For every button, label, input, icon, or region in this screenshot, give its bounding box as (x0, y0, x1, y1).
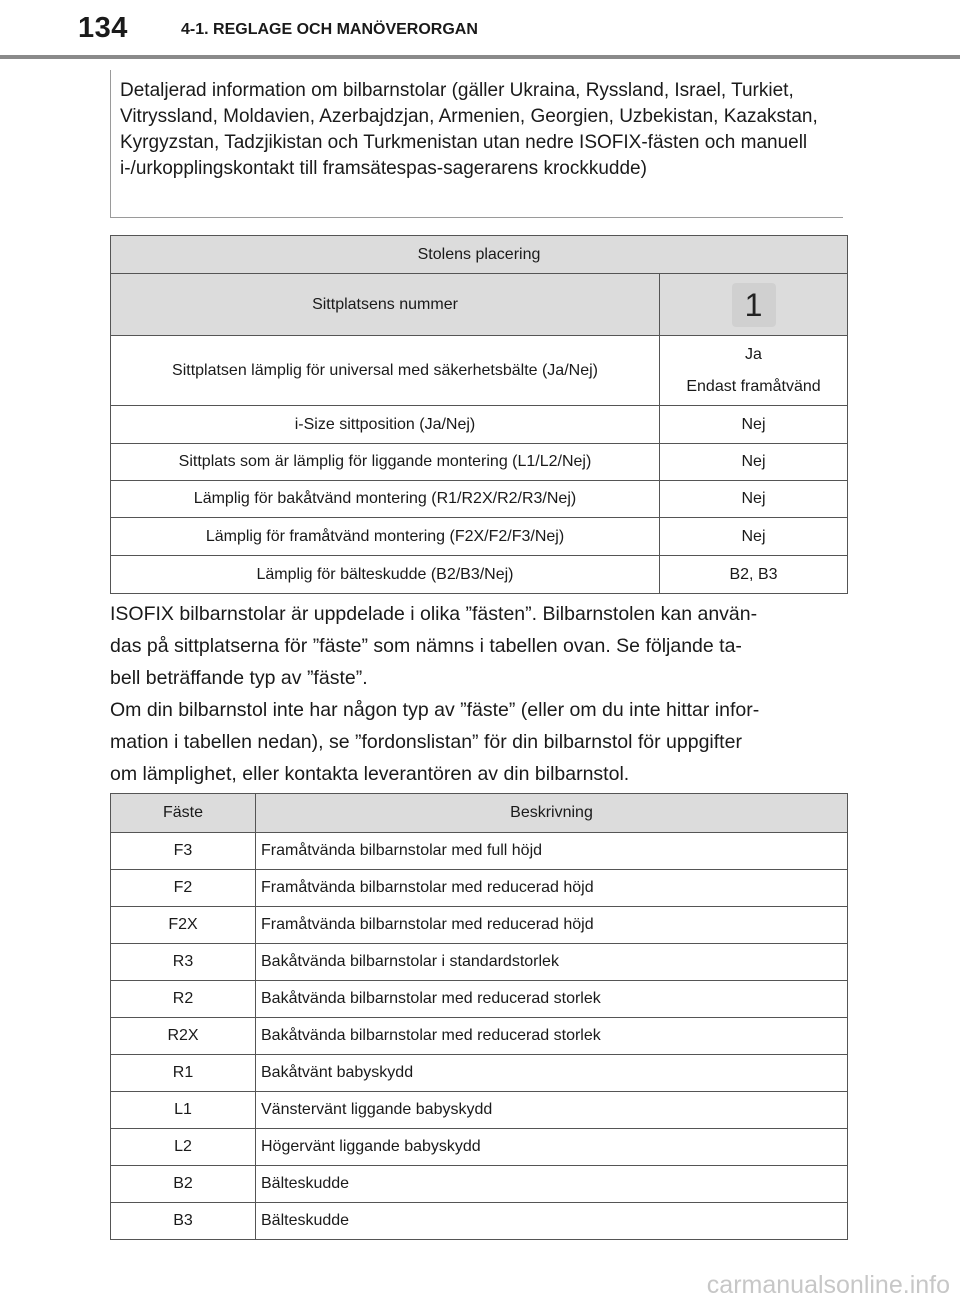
section-title: 4-1. REGLAGE OCH MANÖVERORGAN (181, 21, 478, 38)
seat-number-cell (660, 274, 848, 336)
anchorage-description: Bälteskudde (256, 1166, 848, 1203)
row-value: Nej (660, 518, 848, 556)
table-row (111, 336, 848, 406)
table-header-row (111, 794, 848, 833)
row-value: B2, B3 (660, 556, 848, 594)
seat-suitability-table (110, 235, 848, 594)
table-row (111, 981, 848, 1018)
page-number: 134 (78, 12, 128, 44)
row-value: Nej (660, 444, 848, 481)
text-line: das på sittplatserna för ”fäste” som nämns i tabellen ovan. Se följande ta- (110, 635, 742, 657)
info-box (110, 70, 843, 218)
text-line: ISOFIX bilbarnstolar är uppdelade i olika ”fästen”. Bilbarnstolen kan använ- (110, 603, 758, 625)
table-row (111, 1203, 848, 1240)
universal-value-yes: Ja (745, 345, 762, 363)
table-row (111, 1129, 848, 1166)
table-row (111, 1092, 848, 1129)
anchorage-code: R2 (111, 981, 256, 1018)
table-row (111, 833, 848, 870)
table-row (111, 1055, 848, 1092)
table-row (111, 236, 848, 274)
anchorage-description: Bakåtvända bilbarnstolar med reducerad storlek (256, 981, 848, 1018)
paragraph (110, 598, 850, 694)
anchorage-description: Framåtvända bilbarnstolar med reducerad höjd (256, 870, 848, 907)
table-row (111, 1166, 848, 1203)
anchorage-description: Bakåtvända bilbarnstolar med reducerad storlek (256, 1018, 848, 1055)
header-divider (0, 55, 960, 59)
row-label: Lämplig för bakåtvänd montering (R1/R2X/R2/R3/Nej) (111, 481, 660, 518)
text-line: Om din bilbarnstol inte har någon typ av ”fäste” (eller om du inte hittar infor- (110, 699, 760, 721)
paragraph (110, 694, 850, 790)
anchorage-code: B3 (111, 1203, 256, 1240)
page-header (0, 0, 960, 60)
table-row (111, 556, 848, 594)
table-title: Stolens placering (111, 236, 848, 274)
row-label: Sittplatsen lämplig för universal med säkerhetsbälte (Ja/Nej) (111, 336, 660, 406)
anchorage-code: R1 (111, 1055, 256, 1092)
table-row (111, 274, 848, 336)
table-row (111, 944, 848, 981)
column-header-anchorage: Fäste (111, 794, 256, 833)
text-line: mation i tabellen nedan), se ”fordonslistan” för din bilbarnstol för uppgifter (110, 731, 742, 753)
seat-number-badge: 1 (732, 283, 776, 327)
table-row (111, 481, 848, 518)
watermark: carmanualsonline.info (706, 1271, 950, 1299)
body-text (110, 598, 850, 790)
anchorage-description: Bälteskudde (256, 1203, 848, 1240)
anchorage-code: L1 (111, 1092, 256, 1129)
anchorage-code: F3 (111, 833, 256, 870)
anchorage-code: R3 (111, 944, 256, 981)
row-value: Nej (660, 406, 848, 444)
table-row (111, 518, 848, 556)
anchorage-description: Framåtvända bilbarnstolar med reducerad höjd (256, 907, 848, 944)
anchorage-table (110, 793, 848, 1240)
table-row (111, 1018, 848, 1055)
table-row (111, 907, 848, 944)
table-row (111, 870, 848, 907)
anchorage-description: Högervänt liggande babyskydd (256, 1129, 848, 1166)
column-header-description: Beskrivning (256, 794, 848, 833)
row-value: Nej (660, 481, 848, 518)
anchorage-code: F2 (111, 870, 256, 907)
anchorage-description: Bakåtvänt babyskydd (256, 1055, 848, 1092)
row-value (660, 336, 848, 406)
table-row (111, 444, 848, 481)
text-line: bell beträffande typ av ”fäste”. (110, 667, 368, 689)
text-line: om lämplighet, eller kontakta leverantören av din bilbarnstol. (110, 763, 630, 785)
universal-value-note: Endast framåtvänd (686, 377, 821, 395)
anchorage-code: R2X (111, 1018, 256, 1055)
row-label: Lämplig för framåtvänd montering (F2X/F2/F3/Nej) (111, 518, 660, 556)
anchorage-description: Bakåtvända bilbarnstolar i standardstorlek (256, 944, 848, 981)
anchorage-description: Framåtvända bilbarnstolar med full höjd (256, 833, 848, 870)
seat-number-label: Sittplatsens nummer (111, 274, 660, 336)
anchorage-code: L2 (111, 1129, 256, 1166)
row-label: Lämplig för bälteskudde (B2/B3/Nej) (111, 556, 660, 594)
anchorage-code: F2X (111, 907, 256, 944)
anchorage-description: Vänstervänt liggande babyskydd (256, 1092, 848, 1129)
info-box-text: Detaljerad information om bilbarnstolar (gäller Ukraina, Ryssland, Israel, Turkiet, Vitryssland, Moldavien, Azerbajdzjan, Armenien, Georgien, Uzbekistan, Kazakstan, Kyrgyzstan, Tadzjikistan och Turkmenistan utan nedre ISOFIX-fästen och manuell i-/urkopplingskontakt till framsätespas-sagerarens krockkudde) (120, 80, 818, 179)
row-label: Sittplats som är lämplig för liggande montering (L1/L2/Nej) (111, 444, 660, 481)
anchorage-code: B2 (111, 1166, 256, 1203)
table-row (111, 406, 848, 444)
row-label: i-Size sittposition (Ja/Nej) (111, 406, 660, 444)
